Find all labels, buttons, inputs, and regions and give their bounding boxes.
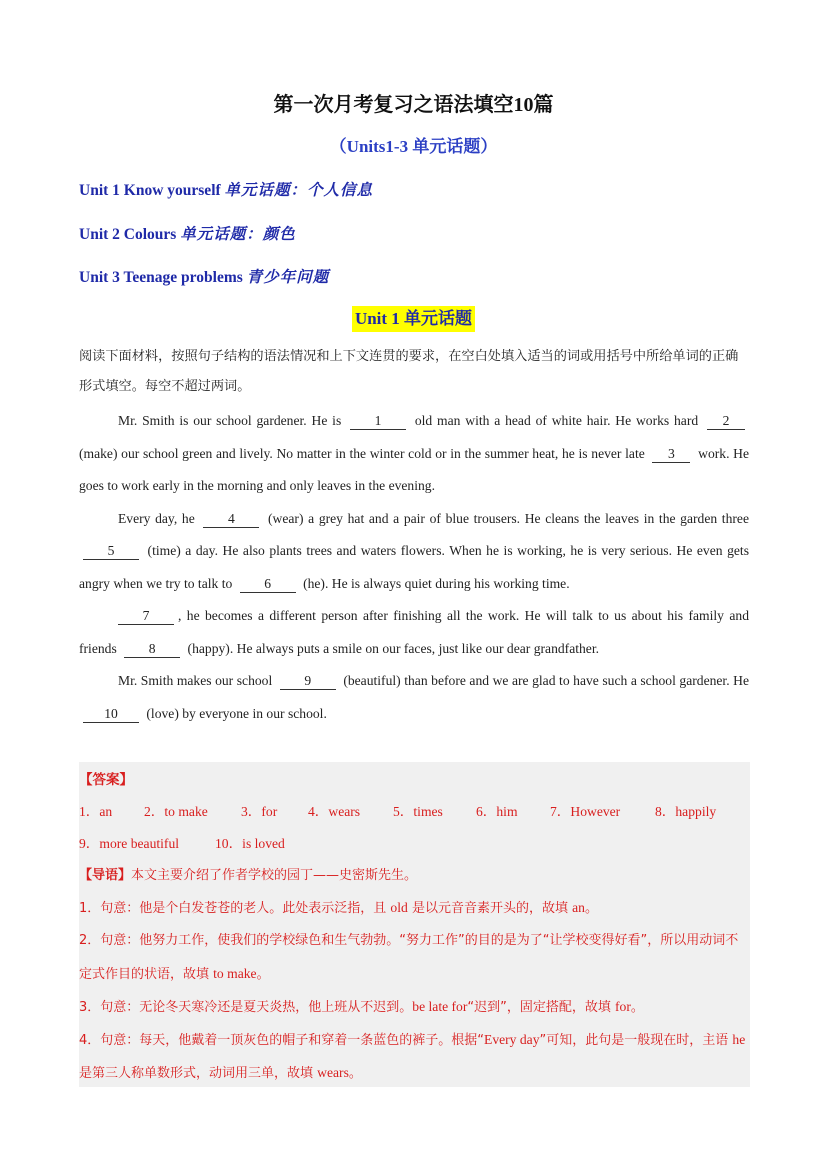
document-subtitle: （Units1-3 单元话题） [329,137,498,156]
unit-topic-1-en: Unit 1 Know yourself [79,182,221,199]
document-title: 第一次月考复习之语法填空10篇 [273,94,554,116]
unit-heading-wrap [0,306,827,332]
explanation-text: 1．句意：他是个白发苍苍的老人。此处表示泛指，且 [79,901,387,917]
answer-row-2 [79,828,750,860]
unit-topic-1 [79,178,373,200]
explanation-text: 2．句意：他努力工作，使我们的学校绿色和生气勃勃。“努力工作”的目的是为了“让学校变得好看”，所以用动词不定式作目的状语，故填 [79,933,739,982]
explanation-text: he [732,1032,746,1048]
guide-text: 本文主要介绍了作者学校的园丁——史密斯先生。 [131,868,418,883]
explanation-1 [79,892,750,925]
blank-3: 3 [652,446,690,463]
passage-text: Mr. Smith makes our school [118,673,276,688]
answer-header: 【答案】 [79,772,133,788]
explanation-text: wears [317,1065,349,1081]
explanation-text: 。 [630,999,644,1015]
passage-text: work. He goes to work early in the morning and only leaves in the evening. [79,445,750,493]
passage-text: (make) our school green and lively. No matter in the winter cold or in the summer heat, he is never late [79,445,649,461]
answer-6: 6．him [476,804,518,819]
explanation-guide [79,860,750,892]
blank-2: 2 [707,413,745,430]
answer-4: 4．wears [308,804,361,819]
explanation-text: ”可知，此句是一般现在时，主语 [539,1033,729,1049]
passage-text: (beautiful) than before and we are glad to have such a school gardener. He [339,673,749,688]
explanation-text: Every day [484,1032,540,1048]
passage-text: old man with a head of white hair. He works hard [410,413,703,428]
unit-topic-3-cn: 青少年问题 [246,269,330,286]
answer-1: 1．an [79,804,113,819]
answer-9: 9．more beautiful [79,836,180,851]
blank-1: 1 [350,413,406,430]
passage-text: (happy). He always puts a smile on our faces, just like our dear grandfather. [184,640,600,656]
explanation-text: 是第三人称单数形式，动词用三单，故填 [79,1066,314,1082]
explanation-text: an [572,900,585,916]
explanation-text: 3．句意：无论冬天寒冷还是夏天炎热，他上班从不迟到。 [79,999,413,1015]
passage-text: (he). He is always quiet during his working time. [299,575,570,591]
blank-10: 10 [83,706,139,723]
unit-topic-1-cn: 单元话题：个人信息 [224,182,374,199]
explanation-text: “迟到”，固定搭配，故填 [467,999,611,1015]
explanation-text: to make [213,965,257,981]
unit-topic-3-en: Unit 3 Teenage problems [79,269,247,286]
blank-8: 8 [124,641,180,658]
guide-label: 【导语】 [79,868,132,883]
explanation-2 [79,925,750,990]
blank-9: 9 [280,673,336,690]
blank-7: 7 [118,608,174,625]
answer-2: 2．to make [144,804,208,819]
passage-paragraph-2 [79,503,749,601]
unit-topic-2-cn: 单元话题：颜色 [180,226,296,243]
passage [79,405,749,730]
passage-paragraph-1 [79,405,749,503]
answer-7: 7．However [550,804,621,819]
answer-section [79,762,750,1087]
explanation-text: 是以元音音素开头的，故填 [411,901,568,917]
explanation-text: for [615,998,631,1014]
blank-4: 4 [203,511,259,528]
unit-topic-2-en: Unit 2 Colours [79,226,181,243]
passage-text: (time) a day. He also plants trees and waters flowers. When he is working, he is very serious. He even gets angry when we try to talk to [79,543,749,591]
passage-text: (wear) a grey hat and a pair of blue trousers. He cleans the leaves in the garden three [263,510,749,526]
passage-text: (love) by everyone in our school. [143,705,327,721]
answer-row-1 [79,796,750,828]
answer-5: 5．times [393,804,443,819]
explanation-text: 。 [256,966,270,982]
instructions: 阅读下面材料，按照句子结构的语法情况和上下文连贯的要求，在空白处填入适当的词或用括号中所给单词的正确形式填空。每空不超过两词。 [79,349,739,394]
blank-5: 5 [83,543,139,560]
unit-topic-2 [79,222,296,244]
answer-10: 10．is loved [215,836,285,851]
unit-heading: Unit 1 单元话题 [352,306,475,332]
explanation-3 [79,991,750,1024]
answer-3: 3．for [241,804,278,819]
explanation-text: old [390,900,408,916]
blank-6: 6 [240,576,296,593]
passage-text: Every day, he [118,510,200,526]
passage-paragraph-4 [79,665,749,730]
passage-text: Mr. Smith is our school gardener. He is [118,413,347,428]
explanation-4 [79,1024,750,1090]
passage-text: , he becomes a different person after finishing all the work. He will talk to us about his family and friends [79,608,749,656]
passage-paragraph-3 [79,600,749,665]
explanation-text: be late for [412,998,468,1014]
unit-topic-3 [79,265,329,287]
explanation-text: 。 [348,1066,362,1082]
answer-8: 8．happily [655,804,717,819]
explanation-text: 4．句意：每天，他戴着一顶灰色的帽子和穿着一条蓝色的裤子。根据“ [79,1033,485,1049]
explanation-text: 。 [584,901,598,917]
